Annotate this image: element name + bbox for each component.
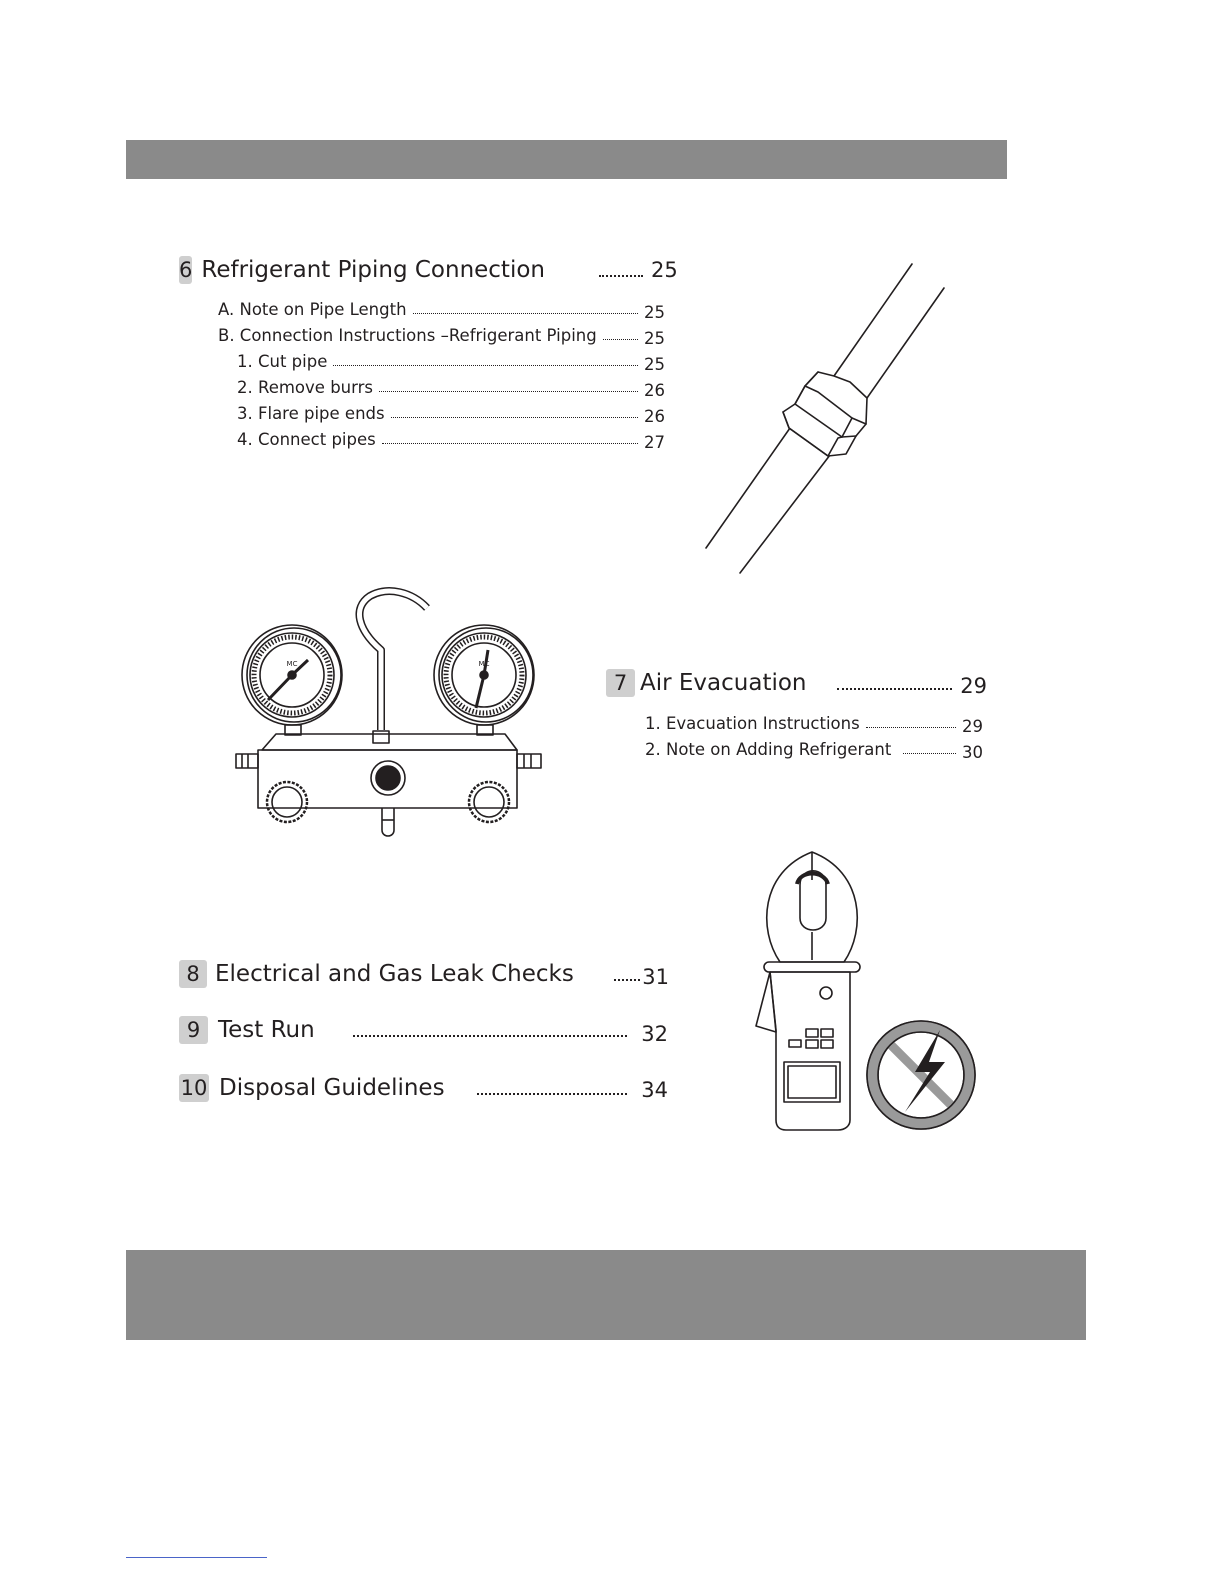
section-number-badge: 7 [606, 669, 635, 697]
page-number: 25 [644, 355, 665, 374]
page-number: 26 [644, 381, 665, 400]
page-number: 31 [642, 965, 669, 989]
dot-leader [382, 443, 638, 444]
item-label: 1. Evacuation Instructions [645, 714, 860, 733]
item-label: 2. Note on Adding Refrigerant [645, 740, 892, 759]
item-label: A. Note on Pipe Length [218, 300, 407, 319]
page-number: 25 [644, 303, 665, 322]
dot-leader [903, 753, 956, 754]
toc-item-flare-pipe-ends[interactable] [237, 404, 665, 426]
section-number-badge: 6 [179, 258, 193, 282]
footer-band [126, 1250, 1086, 1340]
page-number: 26 [644, 407, 665, 426]
page-number: 32 [641, 1022, 668, 1046]
page-number: 30 [962, 743, 983, 762]
section-number-badge: 9 [179, 1016, 208, 1044]
section-title: Test Run [218, 1017, 315, 1043]
section-number-badge: 8 [179, 960, 207, 988]
item-label: B. Connection Instructions –Refrigerant Piping [218, 326, 597, 345]
dot-leader [391, 417, 638, 418]
item-label: 2. Remove burrs [237, 378, 373, 397]
no-electricity-icon [862, 1019, 977, 1131]
dot-leader [603, 339, 638, 340]
dot-leader [413, 313, 638, 314]
item-label: 1. Cut pipe [237, 352, 328, 371]
dot-leader [866, 727, 956, 728]
page-number: 25 [651, 258, 678, 282]
section-title: Disposal Guidelines [219, 1075, 445, 1101]
section-title: Electrical and Gas Leak Checks [215, 961, 574, 987]
gauge-brand-right: MC [478, 660, 490, 668]
toc-item-pipe-length[interactable] [218, 300, 665, 322]
page-number: 29 [962, 717, 983, 736]
toc-item-adding-refrigerant[interactable] [645, 740, 983, 762]
footer-link-underline [126, 1557, 267, 1558]
toc-item-connection-instructions[interactable] [218, 326, 665, 348]
toc-section-7[interactable] [606, 669, 987, 697]
toc-section-6[interactable] [179, 256, 678, 284]
page-number: 25 [644, 329, 665, 348]
page-number: 34 [641, 1078, 668, 1102]
gauge-brand-left: MC [286, 660, 298, 668]
toc-section-8[interactable] [179, 960, 669, 988]
toc-item-evacuation-instructions[interactable] [645, 714, 983, 736]
dot-leader [379, 391, 638, 392]
dot-leader [837, 688, 953, 690]
item-label: 3. Flare pipe ends [237, 404, 385, 423]
dot-leader [333, 365, 638, 366]
section-title: Refrigerant Piping Connection [201, 257, 545, 283]
dot-leader [614, 979, 640, 981]
toc-item-cut-pipe[interactable] [237, 352, 665, 374]
toc-section-10[interactable] [179, 1074, 668, 1102]
dot-leader [353, 1035, 628, 1037]
page-number: 27 [644, 433, 665, 452]
dot-leader [599, 275, 643, 277]
item-label: 4. Connect pipes [237, 430, 376, 449]
clamp-meter-icon [750, 848, 865, 1133]
toc-section-9[interactable] [179, 1016, 668, 1044]
dot-leader [477, 1093, 628, 1095]
pipe-flare-nut-icon [690, 255, 960, 580]
toc-item-remove-burrs[interactable] [237, 378, 665, 400]
toc-item-connect-pipes[interactable] [237, 430, 665, 452]
manifold-gauge-icon [230, 588, 550, 843]
section-title: Air Evacuation [640, 670, 807, 696]
page-number: 29 [960, 674, 987, 698]
header-band [126, 140, 1007, 179]
section-number-badge: 10 [180, 1076, 208, 1100]
